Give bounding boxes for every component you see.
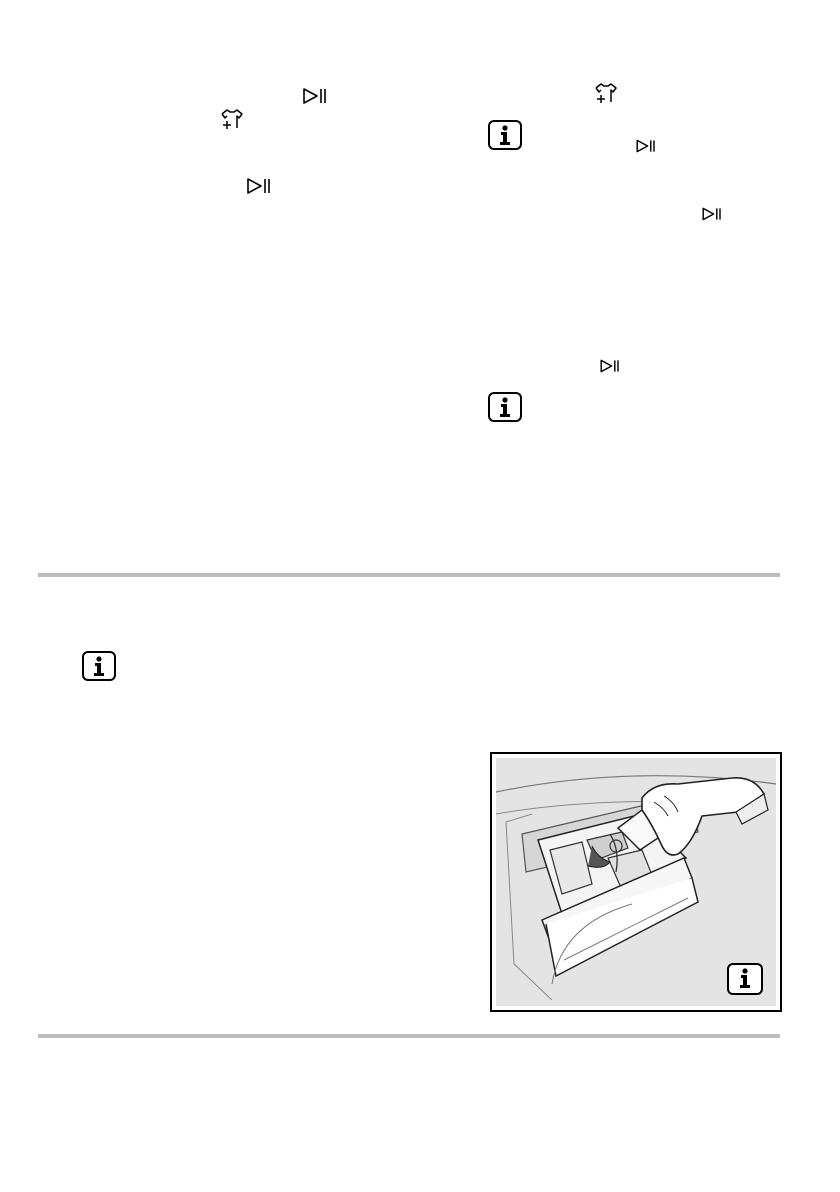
info-icon: [488, 392, 522, 422]
shirt-plus-icon: [592, 82, 620, 106]
play-pause-icon: [244, 176, 274, 196]
section-divider: [38, 1034, 780, 1038]
section-divider: [38, 573, 780, 577]
info-icon: [82, 651, 116, 681]
play-pause-icon: [598, 358, 622, 374]
play-pause-icon: [700, 206, 724, 222]
info-icon: [488, 120, 522, 150]
play-pause-icon: [300, 86, 330, 106]
shirt-plus-icon: [218, 108, 246, 132]
detergent-dispenser-illustration: [490, 752, 782, 1012]
play-pause-icon: [634, 138, 658, 154]
